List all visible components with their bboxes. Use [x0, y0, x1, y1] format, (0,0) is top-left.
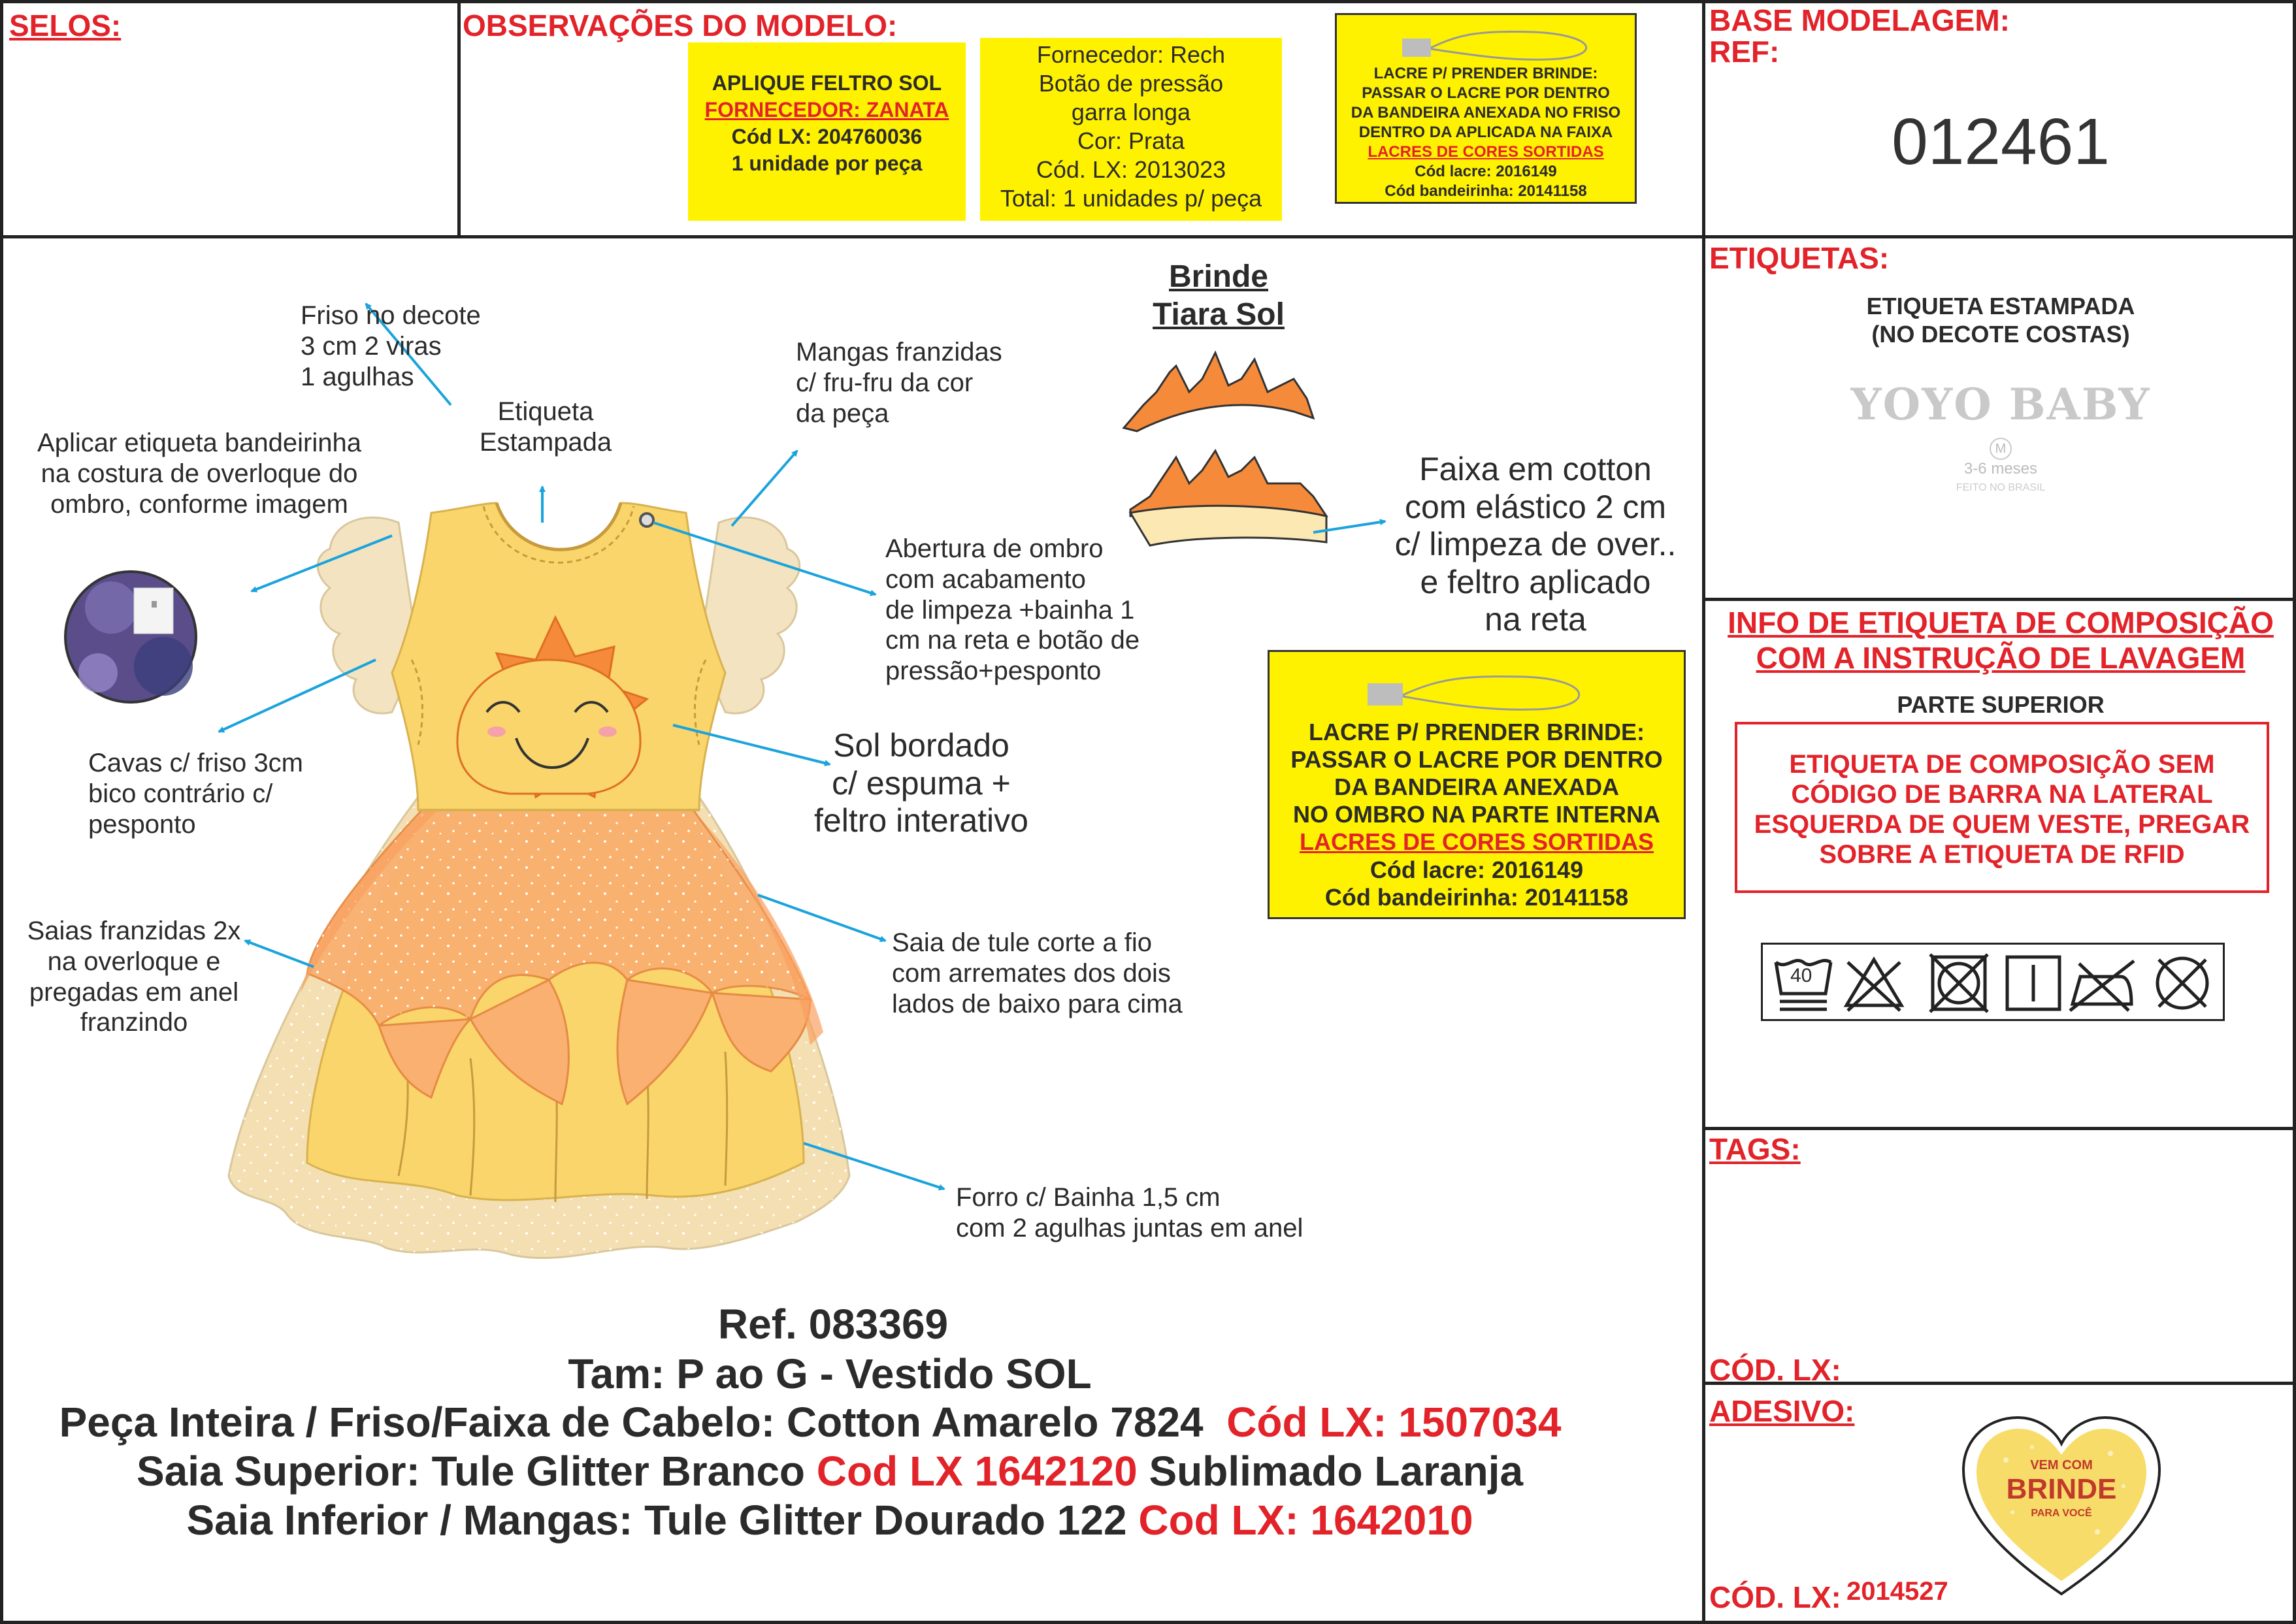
- made-in-text: FEITO NO BRASIL: [1956, 482, 2046, 493]
- seal-small-line6: Cód lacre: 2016149: [1415, 163, 1557, 180]
- applique-code: Cód LX: 204760036: [731, 124, 923, 148]
- spec-line4-text: Saia Superior: Tule Glitter Branco: [136, 1448, 805, 1495]
- applique-line1: APLIQUE FELTRO SOL: [712, 71, 942, 95]
- composition-line1: ETIQUETA DE COMPOSIÇÃO SEM: [1789, 750, 2215, 779]
- no-bleach-icon: [1841, 950, 1907, 1016]
- seal-big-line6: Cód lacre: 2016149: [1369, 856, 1584, 883]
- annotation-tule: Saia de tule corte a fio com arremates dos dois lados de baixo para cima: [892, 928, 1183, 1018]
- size-text: 3-6 meses: [1963, 460, 2038, 478]
- spec-line3-text: Peça Inteira / Friso/Faixa de Cabelo: Cotton Amarelo 7824: [59, 1399, 1204, 1446]
- cod-lx-value-2: 2014527: [1846, 1577, 1948, 1606]
- composition-line3: ESQUERDA DE QUEM VESTE, PREGAR: [1754, 810, 2250, 839]
- seal-big-line3: DA BANDEIRA ANEXADA: [1334, 773, 1619, 801]
- annotation-forro: Forro c/ Bainha 1,5 cm com 2 agulhas juntas em anel: [956, 1183, 1304, 1242]
- tags-label: TAGS:: [1709, 1132, 1801, 1166]
- cod-lx-label-2: CÓD. LX:: [1709, 1580, 1841, 1614]
- etiqueta-estampada-line2: (NO DECOTE COSTAS): [1871, 321, 2130, 348]
- adesivo-label: ADESIVO:: [1709, 1394, 1855, 1428]
- spec-line3: [0, 1398, 1620, 1446]
- annotation-saias: Saias franzidas 2x na overloque e pregadas em anel franzindo: [27, 917, 241, 1037]
- etiqueta-estampada-line1: ETIQUETA ESTAMPADA: [1866, 293, 2135, 319]
- line-dry-icon: [2001, 950, 2066, 1016]
- brinde-title-line2: Tiara Sol: [1153, 297, 1285, 332]
- seal-small-line5: LACRES DE CORES SORTIDAS: [1368, 143, 1604, 161]
- seal-small-line4: DENTRO DA APLICADA NA FAIXA: [1358, 123, 1613, 141]
- flag-label-photo: [65, 572, 196, 702]
- annotation-etiqueta: Etiqueta Estampada: [479, 397, 612, 457]
- seal-box-big: [1268, 650, 1686, 919]
- spec-line4: [0, 1447, 1660, 1495]
- annotation-sol: Sol bordado c/ espuma + feltro interativo: [814, 727, 1028, 839]
- composition-line4: SOBRE A ETIQUETA DE RFID: [1819, 840, 2185, 869]
- seal-big-line4: NO OMBRO NA PARTE INTERNA: [1293, 801, 1660, 828]
- brinde-title-line1: Brinde: [1168, 259, 1268, 294]
- button-type: Botão de pressão: [1038, 69, 1224, 97]
- spec-ref: Ref. 083369: [717, 1301, 949, 1348]
- tiara-band-illustration: [1130, 451, 1326, 545]
- annotation-faixa: Faixa em cotton com elástico 2 cm c/ limpeza de over.. e feltro aplicado na reta: [1394, 451, 1677, 638]
- button-type-2: garra longa: [1071, 98, 1191, 125]
- seal-small-line2: PASSAR O LACRE POR DENTRO: [1362, 84, 1610, 102]
- composition-line2: CÓDIGO DE BARRA NA LATERAL: [1791, 780, 2213, 809]
- etiqueta-estampada-text: [1705, 292, 2296, 348]
- size-letter: M: [1990, 438, 2012, 460]
- no-dry-clean-icon: [2150, 950, 2215, 1016]
- etiquetas-label: ETIQUETAS:: [1709, 241, 1890, 275]
- brinde-title: [1124, 258, 1313, 333]
- adesivo-text-3: PARA VOCÊ: [2031, 1508, 2092, 1519]
- brand-label-preview: [1705, 379, 2296, 494]
- no-tumble-dry-icon: [1926, 950, 1992, 1016]
- applique-supplier: FORNECEDOR: ZANATA: [704, 97, 949, 122]
- ref-label: REF:: [1709, 35, 1780, 69]
- spec-line3-code: Cód LX: 1507034: [1226, 1399, 1562, 1446]
- no-iron-icon: [2066, 950, 2138, 1016]
- right-panel-divider: [1702, 0, 1705, 1624]
- base-modelagem-label: BASE MODELAGEM:: [1709, 3, 2010, 37]
- button-supplier: Fornecedor: Rech: [1036, 41, 1226, 68]
- seal-big-line1: LACRE P/ PRENDER BRINDE:: [1308, 719, 1645, 745]
- composition-label-box: [1735, 722, 2269, 893]
- seal-small-line1: LACRE P/ PRENDER BRINDE:: [1373, 65, 1598, 82]
- spec-line4-extra: Sublimado Laranja: [1149, 1448, 1524, 1495]
- button-total: Total: 1 unidades p/ peça: [1000, 184, 1262, 212]
- spec-line5-text: Saia Inferior / Mangas: Tule Glitter Dourado 122: [186, 1497, 1127, 1544]
- annotation-aplicar: Aplicar etiqueta bandeirinha na costura de overloque do ombro, conforme imagem: [37, 429, 361, 519]
- annotation-friso: Friso no decote 3 cm 2 viras 1 agulhas: [301, 301, 481, 391]
- right-divider-2: [1702, 598, 2296, 601]
- wash-temp: 40: [1790, 965, 1812, 986]
- annotation-abertura: Abertura de ombro com acabamento de limpeza +bainha 1 cm na reta e botão de pressão+pesponto: [885, 534, 1140, 686]
- tiara-top-illustration: [1124, 353, 1313, 431]
- annotation-mangas: Mangas franzidas c/ fru-fru da cor da peça: [796, 338, 1002, 428]
- spec-line5: [0, 1496, 1660, 1544]
- brand-name: YOYO BABY: [1850, 379, 2151, 430]
- annotation-cavas: Cavas c/ friso 3cm bico contrário c/ pesponto: [88, 749, 303, 839]
- adesivo-text-2: BRINDE: [2006, 1473, 2117, 1505]
- composition-info-line1: INFO DE ETIQUETA DE COMPOSIÇÃO: [1728, 606, 2274, 640]
- spec-line4-code: Cod LX 1642120: [816, 1448, 1138, 1495]
- shoulder-snap-button: [640, 513, 653, 527]
- composition-info-line2: COM A INSTRUÇÃO DE LAVAGEM: [1756, 640, 2246, 675]
- seal-big-line2: PASSAR O LACRE POR DENTRO: [1290, 746, 1663, 773]
- adesivo-text-1: VEM COM: [2030, 1458, 2093, 1472]
- button-code: Cód. LX: 2013023: [1036, 155, 1226, 183]
- spec-tam: Tam: P ao G - Vestido SOL: [568, 1350, 1092, 1397]
- seal-big-line5: LACRES DE CORES SORTIDAS: [1299, 828, 1654, 856]
- ref-value: 012461: [1892, 105, 2110, 178]
- applique-qty: 1 unidade por peça: [731, 151, 923, 175]
- seal-small-line7: Cód bandeirinha: 20141158: [1385, 182, 1587, 200]
- spec-line5-code: Cod LX: 1642010: [1138, 1497, 1473, 1544]
- obs-label: OBSERVAÇÕES DO MODELO:: [463, 8, 898, 42]
- composition-info-title: [1705, 606, 2296, 676]
- seal-tag-icon-big: [1368, 672, 1590, 717]
- cod-lx-label: CÓD. LX:: [1709, 1353, 1841, 1387]
- parte-superior-label: PARTE SUPERIOR: [1897, 691, 2105, 718]
- seal-small-line3: DA BANDEIRA ANEXADA NO FRISO: [1351, 104, 1621, 122]
- selos-label: SELOS:: [9, 8, 122, 42]
- right-divider-3: [1702, 1127, 2296, 1130]
- button-color: Cor: Prata: [1077, 127, 1185, 154]
- seal-big-line7: Cód bandeirinha: 20141158: [1324, 883, 1629, 911]
- right-divider-1: [1702, 235, 2296, 238]
